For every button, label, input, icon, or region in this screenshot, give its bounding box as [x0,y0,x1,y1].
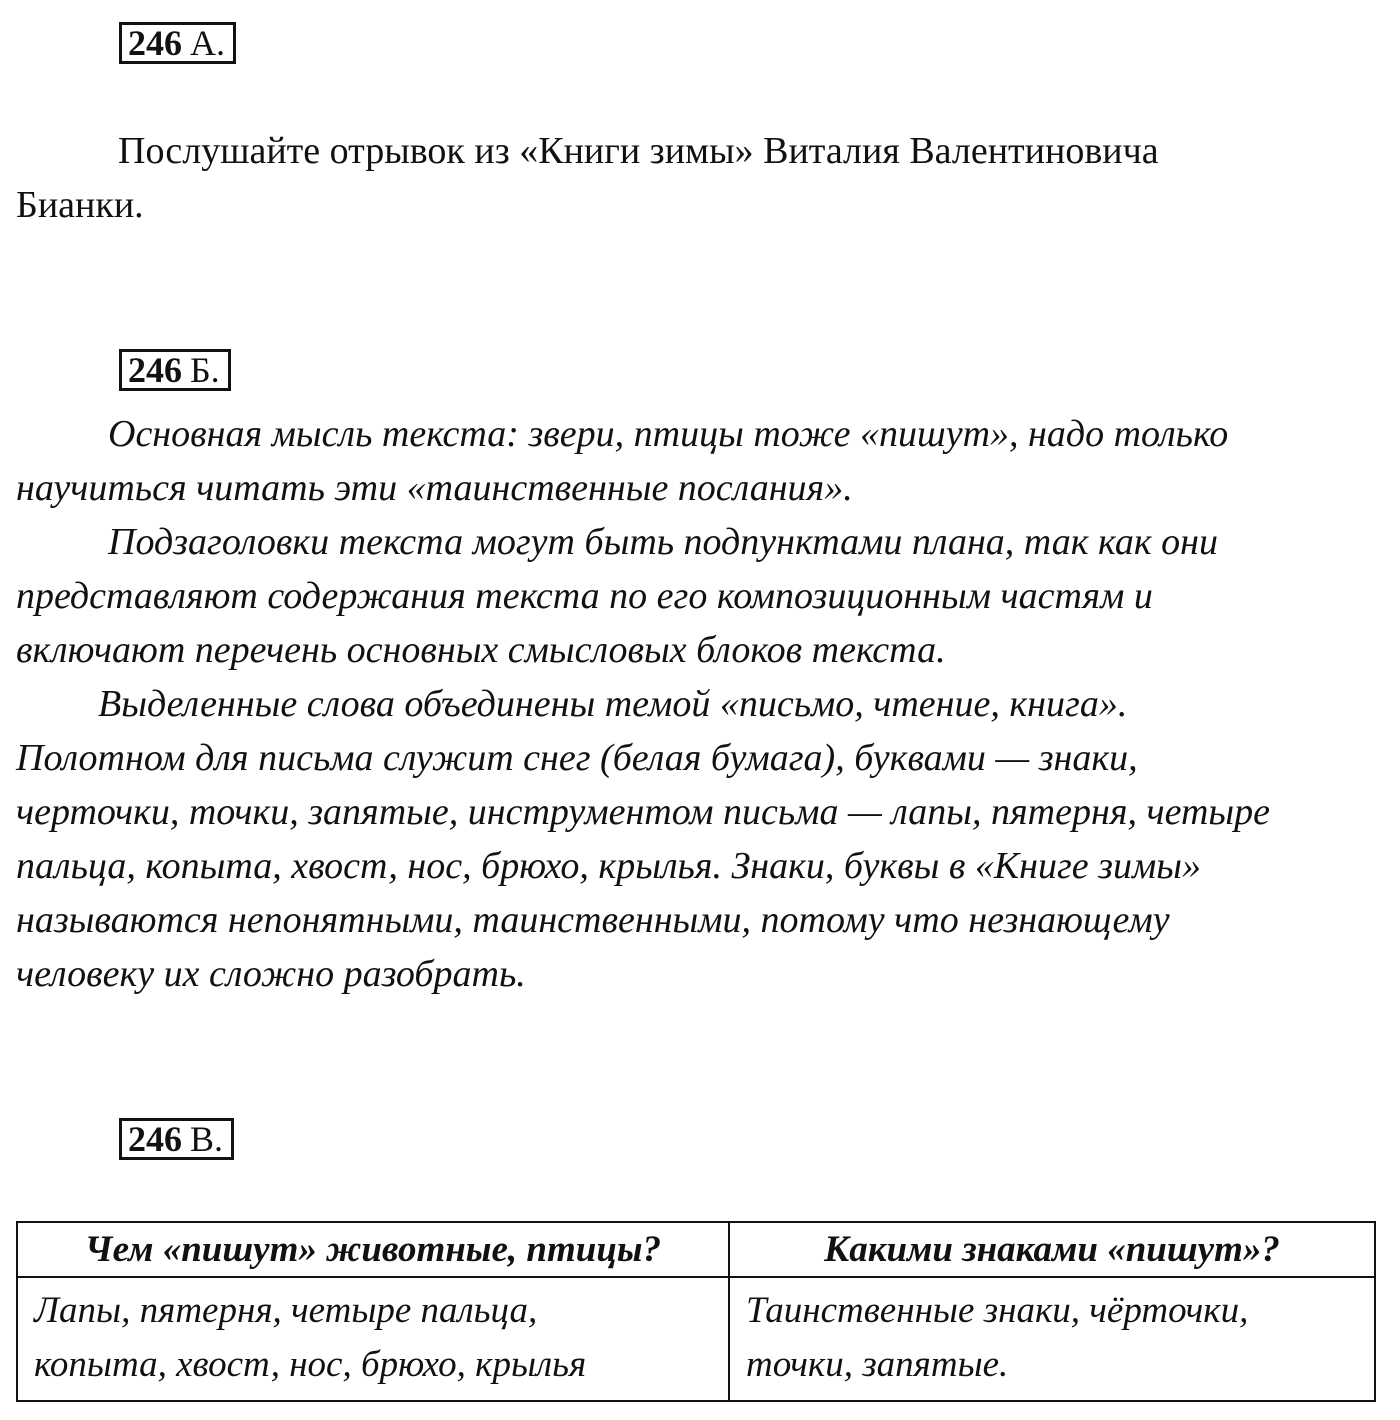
exercise-label-246b [119,349,231,391]
table-header-row [17,1222,1375,1277]
text-line: Полотном для письма служит снег (белая бумага), буквами — знаки, [16,737,1138,779]
exercise-number: 246 [128,23,182,63]
cell-line: Таинственные знаки, чёрточки, [746,1290,1249,1331]
exercise-letter: В. [190,1119,224,1159]
text-line: Подзаголовки текста могут быть подпунктами плана, так как они [108,521,1218,563]
text-line: черточки, точки, запятые, инструментом письма — лапы, пятерня, четыре [16,791,1271,833]
cell-line: точки, запятые. [746,1344,1009,1385]
table-cell [729,1277,1375,1401]
exercise-label-246v [119,1118,234,1160]
table-header-cell: Какими знаками «пишут»? [729,1222,1375,1277]
exercise-number: 246 [128,350,182,390]
table-cell [17,1277,729,1401]
text-line: Послушайте отрывок из «Книги зимы» Виталия Валентиновича [118,130,1159,172]
exercise-b-text [16,407,1270,1001]
exercise-number: 246 [128,1119,182,1159]
table-row [17,1277,1375,1401]
text-line: Основная мысль текста: звери, птицы тоже «пишут», надо только [108,413,1229,455]
text-line: пальца, копыта, хвост, нос, брюхо, крылья. Знаки, буквы в «Книге зимы» [16,845,1201,887]
exercise-label-246a [119,22,236,64]
table-header-cell: Чем «пишут» животные, птицы? [17,1222,729,1277]
text-line: человеку их сложно разобрать. [16,953,526,995]
text-line: представляют содержания текста по его композиционным частям и [16,575,1153,617]
cell-line: копыта, хвост, нос, брюхо, крылья [34,1344,587,1385]
text-line: Выделенные слова объединены темой «письмо, чтение, книга». [98,683,1128,725]
text-line: называются непонятными, таинственными, потому что незнающему [16,899,1170,941]
answer-table [16,1221,1376,1402]
exercise-a-text [16,124,1159,232]
text-line: научиться читать эти «таинственные послания». [16,467,853,509]
text-line: включают перечень основных смысловых блоков текста. [16,629,946,671]
text-line: Бианки. [16,184,144,226]
exercise-letter: А. [190,23,225,63]
exercise-letter: Б. [190,350,220,390]
cell-line: Лапы, пятерня, четыре пальца, [34,1290,538,1331]
